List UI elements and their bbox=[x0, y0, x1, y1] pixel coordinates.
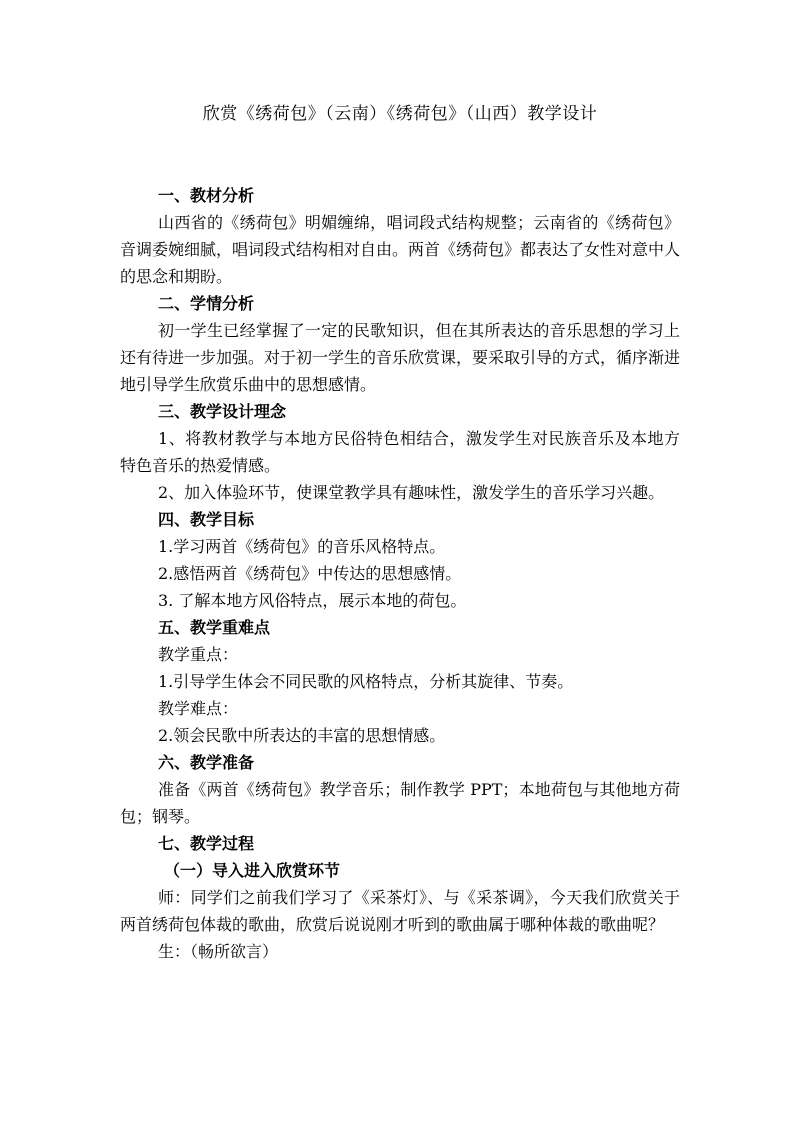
list-item: 1.引导学生体会不同民歌的风格特点，分析其旋律、节奏。 bbox=[158, 672, 574, 691]
list-item: 1.学习两首《绣荷包》的音乐风格特点。 bbox=[158, 537, 446, 556]
paragraph: 生：（畅所欲言） bbox=[158, 942, 279, 961]
list-item: 3. 了解本地方风俗特点，展示本地的荷包。 bbox=[158, 591, 467, 610]
list-item: 教学重点： bbox=[158, 645, 239, 664]
section-heading-students: 二、学情分析 bbox=[158, 294, 255, 313]
list-item: 教学难点： bbox=[158, 699, 239, 718]
paragraph: 师：同学们之前我们学习了《采茶灯》、与《采茶调》，今天我们欣赏关于两首绣荷包体裁的歌曲，欣赏后说说刚才听到的歌曲属于哪种体裁的歌曲呢？ bbox=[120, 888, 680, 934]
list-item: 2.领会民歌中所表达的丰富的思想情感。 bbox=[158, 726, 446, 745]
section-heading-preparation: 六、教学准备 bbox=[158, 753, 255, 772]
subsection-heading: （一）导入进入欣赏环节 bbox=[164, 861, 341, 880]
section-heading-goals: 四、教学目标 bbox=[158, 510, 255, 529]
list-item: 2.感悟两首《绣荷包》中传达的思想感情。 bbox=[158, 564, 462, 583]
paragraph: 山西省的《绣荷包》明媚缠绵，唱词段式结构规整；云南省的《绣荷包》音调委婉细腻，唱词段式结构相对自由。两首《绣荷包》都表达了女性对意中人的思念和期盼。 bbox=[120, 213, 681, 286]
section-heading-concept: 三、教学设计理念 bbox=[158, 402, 287, 421]
paragraph: 2、加入体验环节，使课堂教学具有趣味性，激发学生的音乐学习兴趣。 bbox=[158, 483, 665, 502]
paragraph: 准备《两首《绣荷包》教学音乐；制作教学 PPT；本地荷包与其他地方荷包；钢琴。 bbox=[120, 780, 680, 826]
document-title: 欣赏《绣荷包》（云南）《绣荷包》（山西）教学设计 bbox=[202, 104, 598, 124]
section-heading-materials: 一、教材分析 bbox=[158, 186, 255, 205]
section-heading-key-points: 五、教学重难点 bbox=[158, 618, 271, 637]
section-heading-process: 七、教学过程 bbox=[158, 834, 255, 853]
document-page bbox=[120, 96, 680, 965]
paragraph: 1、将教材教学与本地方民俗特色相结合，激发学生对民族音乐及本地方特色音乐的热爱情感。 bbox=[120, 429, 680, 475]
paragraph: 初一学生已经掌握了一定的民歌知识，但在其所表达的音乐思想的学习上还有待进一步加强。对于初一学生的音乐欣赏课，要采取引导的方式，循序渐进地引导学生欣赏乐曲中的思想感情。 bbox=[120, 321, 681, 394]
